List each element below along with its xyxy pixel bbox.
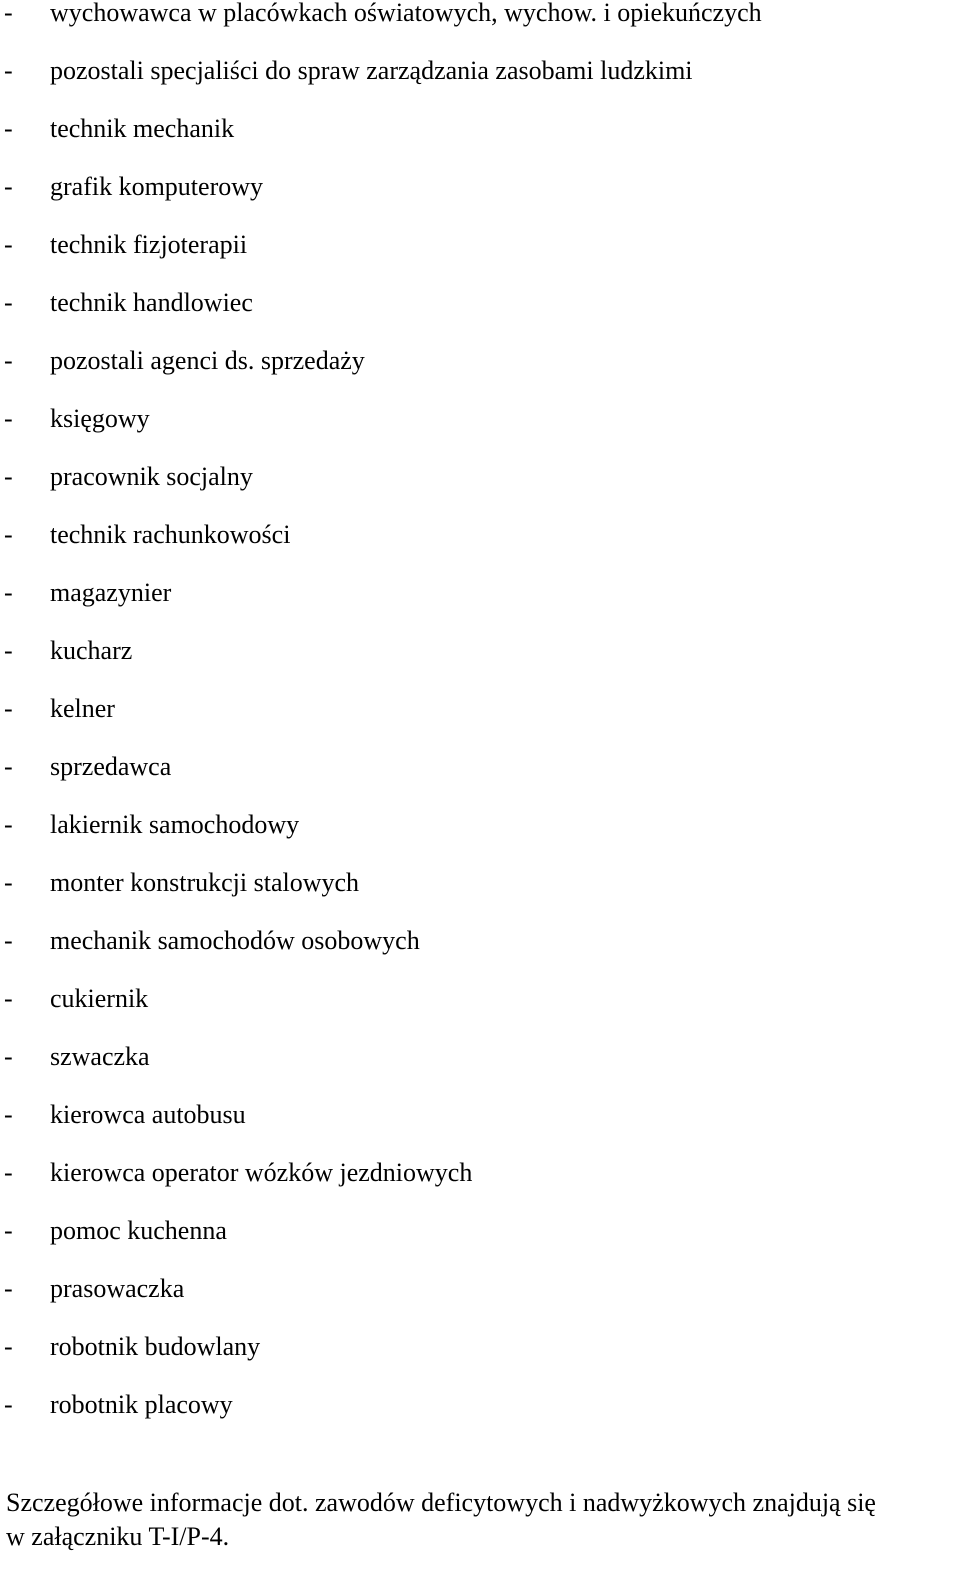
list-item xyxy=(0,1333,960,1391)
list-item-text: lakiernik samochodowy xyxy=(50,810,300,839)
footer-note xyxy=(6,1486,956,1554)
list-bullet: - xyxy=(4,1100,13,1129)
list-item-text: pracownik socjalny xyxy=(50,462,253,491)
list-item-text: mechanik samochodów osobowych xyxy=(50,926,420,955)
list-bullet: - xyxy=(4,868,13,897)
list-item xyxy=(0,1275,960,1333)
list-item xyxy=(0,753,960,811)
list-item-text: prasowaczka xyxy=(50,1274,185,1303)
list-bullet: - xyxy=(4,114,13,143)
list-item xyxy=(0,405,960,463)
list-item-text: księgowy xyxy=(50,404,150,433)
list-bullet: - xyxy=(4,578,13,607)
list-item-text: monter konstrukcji stalowych xyxy=(50,868,360,897)
list-item-text: pomoc kuchenna xyxy=(50,1216,227,1245)
list-item xyxy=(0,811,960,869)
list-item-text: pozostali agenci ds. sprzedaży xyxy=(50,346,365,375)
list-bullet: - xyxy=(4,1042,13,1071)
list-bullet: - xyxy=(4,462,13,491)
list-item xyxy=(0,115,960,173)
list-item-text: kelner xyxy=(50,694,115,723)
list-item xyxy=(0,289,960,347)
list-item xyxy=(0,637,960,695)
list-bullet: - xyxy=(4,56,13,85)
list-bullet: - xyxy=(4,346,13,375)
list-bullet: - xyxy=(4,172,13,201)
list-item xyxy=(0,695,960,753)
list-item-text: kucharz xyxy=(50,636,133,665)
list-bullet: - xyxy=(4,636,13,665)
list-item xyxy=(0,1101,960,1159)
list-bullet: - xyxy=(4,926,13,955)
list-item xyxy=(0,173,960,231)
list-bullet: - xyxy=(4,694,13,723)
list-bullet: - xyxy=(4,404,13,433)
list-item-text: technik mechanik xyxy=(50,114,235,143)
footer-note-line: Szczegółowe informacje dot. zawodów deficytowych i nadwyżkowych znajdują się xyxy=(6,1488,876,1517)
list-item xyxy=(0,1043,960,1101)
list-item-text: kierowca operator wózków jezdniowych xyxy=(50,1158,473,1187)
list-bullet: - xyxy=(4,0,13,27)
list-bullet: - xyxy=(4,288,13,317)
list-item xyxy=(0,579,960,637)
list-bullet: - xyxy=(4,984,13,1013)
list-item xyxy=(0,463,960,521)
list-bullet: - xyxy=(4,1216,13,1245)
list-item xyxy=(0,347,960,405)
list-item xyxy=(0,1217,960,1275)
list-bullet: - xyxy=(4,1390,13,1419)
list-bullet: - xyxy=(4,1274,13,1303)
list-item-text: grafik komputerowy xyxy=(50,172,264,201)
list-item xyxy=(0,985,960,1043)
list-item-text: sprzedawca xyxy=(50,752,172,781)
list-item xyxy=(0,1159,960,1217)
list-item-text: kierowca autobusu xyxy=(50,1100,246,1129)
list-bullet: - xyxy=(4,1332,13,1361)
list-item-text: szwaczka xyxy=(50,1042,150,1071)
list-item xyxy=(0,927,960,985)
list-bullet: - xyxy=(4,520,13,549)
list-bullet: - xyxy=(4,752,13,781)
list-item xyxy=(0,869,960,927)
list-bullet: - xyxy=(4,230,13,259)
list-item-text: cukiernik xyxy=(50,984,149,1013)
list-item-text: robotnik budowlany xyxy=(50,1332,261,1361)
list-bullet: - xyxy=(4,1158,13,1187)
list-item-text: technik handlowiec xyxy=(50,288,253,317)
list-item xyxy=(0,57,960,115)
list-bullet: - xyxy=(4,810,13,839)
list-item xyxy=(0,231,960,289)
list-item-text: pozostali specjaliści do spraw zarządzania zasobami ludzkimi xyxy=(50,56,693,85)
list-item-text: technik fizjoterapii xyxy=(50,230,248,259)
list-item xyxy=(0,1391,960,1449)
list-item xyxy=(0,521,960,579)
list-item-text: wychowawca w placówkach oświatowych, wychow. i opiekuńczych xyxy=(50,0,762,27)
list-item-text: robotnik placowy xyxy=(50,1390,233,1419)
list-item-text: magazynier xyxy=(50,578,172,607)
list-item xyxy=(0,0,960,57)
list-item-text: technik rachunkowości xyxy=(50,520,291,549)
footer-note-line: w załączniku T-I/P-4. xyxy=(6,1522,230,1551)
